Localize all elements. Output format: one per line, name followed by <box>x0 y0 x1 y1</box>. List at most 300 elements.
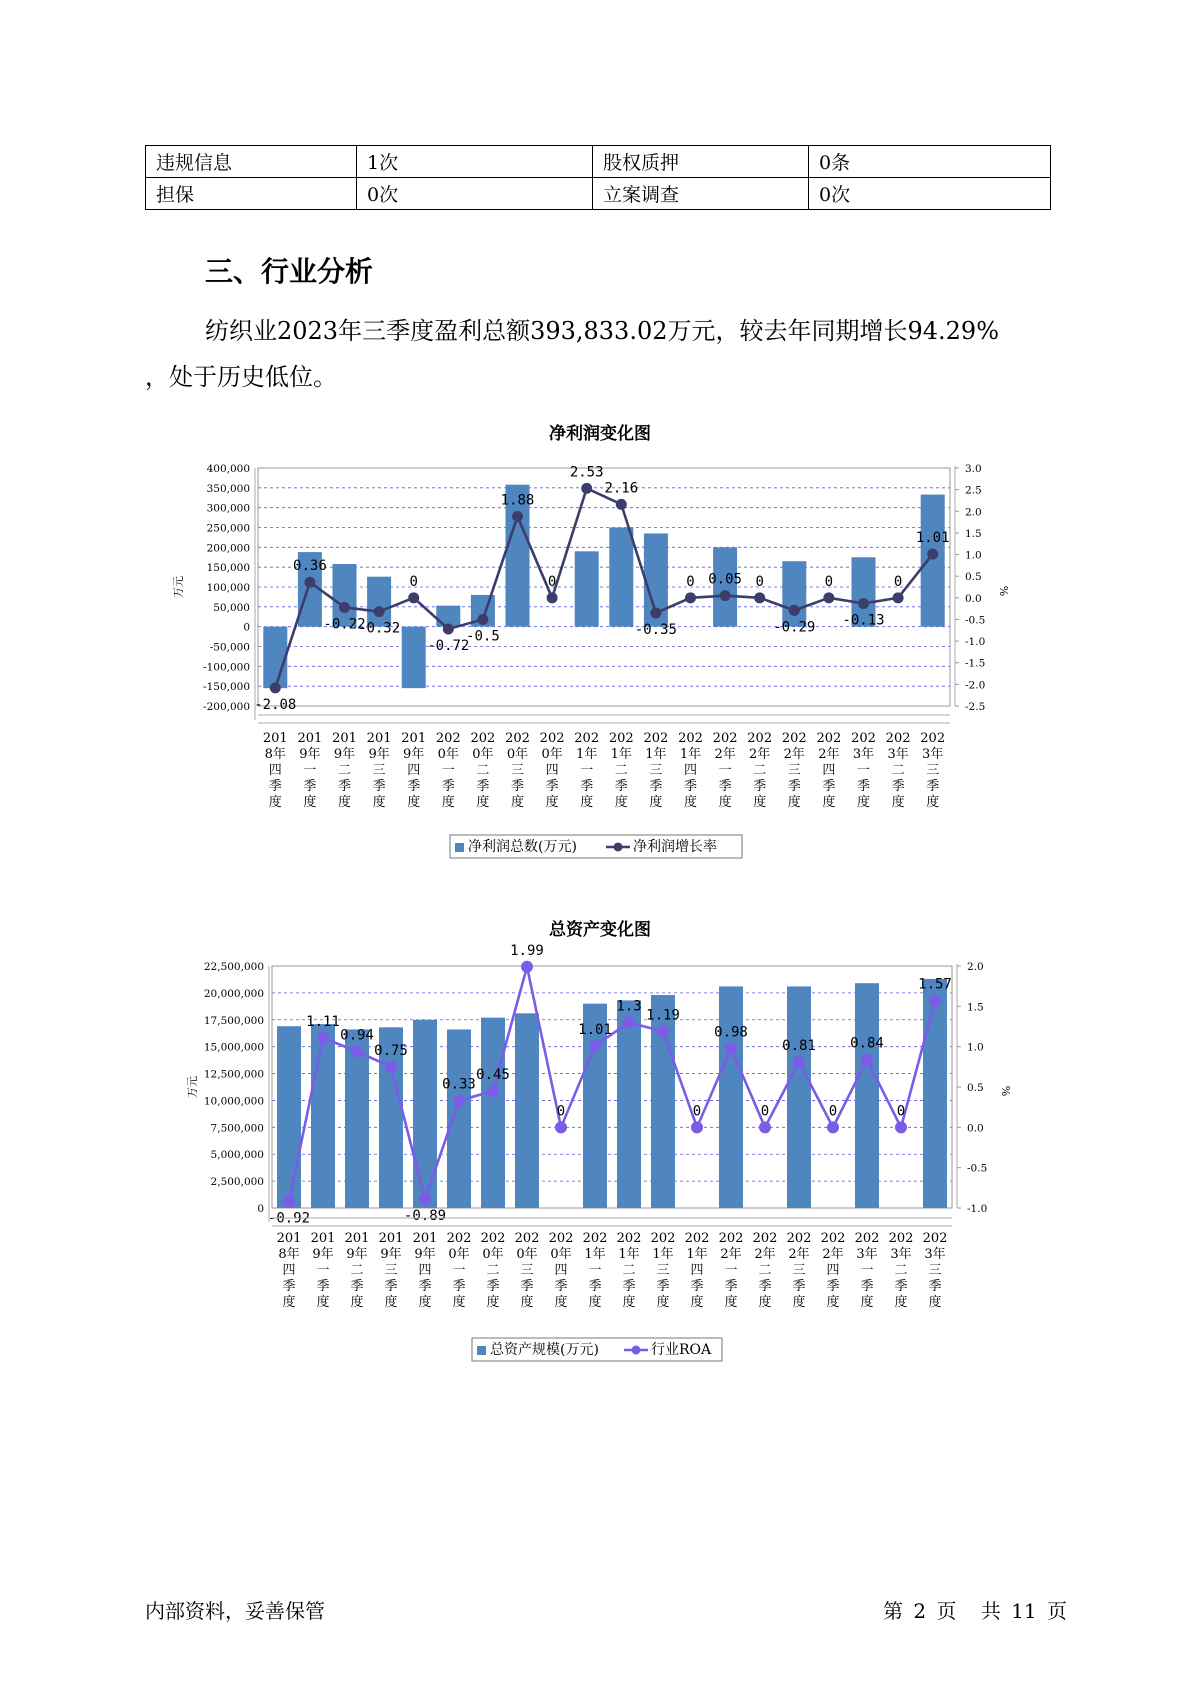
line-point <box>827 1121 839 1133</box>
legend-swatch <box>455 843 464 852</box>
x-tick-label: 季 <box>268 779 282 794</box>
x-tick-label: 202 <box>582 1231 608 1246</box>
y-tick-label: 150,000 <box>206 562 250 575</box>
table-row <box>146 178 1051 210</box>
x-tick-label: 0年 <box>550 1247 572 1262</box>
x-tick-label: 季 <box>510 779 525 794</box>
x-tick-label: 度 <box>282 1295 296 1310</box>
x-tick-label: 二 <box>758 1263 772 1278</box>
x-tick-label: 季 <box>545 779 559 794</box>
table-cell: 违规信息 <box>146 146 357 178</box>
line-point <box>512 511 523 522</box>
x-tick-label: 度 <box>856 795 871 810</box>
x-tick-label: 季 <box>316 1279 330 1294</box>
x-tick-label: 202 <box>470 731 496 746</box>
x-tick-label: 201 <box>378 1231 404 1246</box>
bar <box>787 986 811 1208</box>
line-point <box>270 682 281 693</box>
legend <box>450 835 742 858</box>
x-tick-label: 8年 <box>264 747 286 762</box>
x-tick-label: 202 <box>650 1231 676 1246</box>
bar <box>575 551 599 626</box>
line-point <box>759 1121 771 1133</box>
net-profit-chart-svg <box>0 420 1191 880</box>
x-tick-label: 2年 <box>754 1247 776 1262</box>
x-tick-label: 季 <box>614 779 628 794</box>
x-tick-label: 9年 <box>414 1247 436 1262</box>
x-tick-label: 一 <box>316 1263 330 1278</box>
x-tick-label: 3年 <box>924 1247 946 1262</box>
x-tick-label: 202 <box>752 1231 778 1246</box>
x-tick-label: 二 <box>337 763 352 778</box>
line-point <box>893 592 904 603</box>
x-tick-label: 0年 <box>506 747 529 762</box>
x-tick-label: 度 <box>407 795 421 810</box>
x-tick-label: 201 <box>344 1231 370 1246</box>
data-label: 0 <box>893 573 903 590</box>
data-label: 0.94 <box>340 1027 374 1044</box>
x-tick-label: 9年 <box>346 1247 368 1262</box>
y-tick-label: 200,000 <box>206 542 250 555</box>
data-label: 1.3 <box>616 998 642 1015</box>
x-tick-label: 9年 <box>380 1247 402 1262</box>
x-tick-label: 季 <box>554 1279 568 1294</box>
line-point <box>927 549 938 560</box>
paragraph-line-2: ，处于历史低位。 <box>145 363 337 391</box>
x-tick-label: 季 <box>337 779 352 794</box>
x-tick-label: 度 <box>303 795 317 810</box>
x-tick-label: 季 <box>758 1279 772 1294</box>
total-label: 共 <box>980 1599 1001 1623</box>
x-tick-label: 一 <box>860 1263 874 1278</box>
x-tick-label: 度 <box>588 1295 602 1310</box>
line-point <box>317 1032 329 1044</box>
bar <box>609 528 633 627</box>
y-tick-label: 350,000 <box>206 482 250 495</box>
data-label: 0.75 <box>374 1042 408 1059</box>
x-tick-label: 9年 <box>368 747 390 762</box>
data-label: 0.98 <box>714 1024 748 1041</box>
y-tick-label: 0 <box>243 621 250 634</box>
x-tick-label: 度 <box>891 795 905 810</box>
y-axis-label: 万元 <box>186 1076 199 1098</box>
table-cell: 担保 <box>146 178 357 210</box>
data-label: 0 <box>760 1103 770 1120</box>
x-tick-label: 度 <box>486 1295 500 1310</box>
x-tick-label: 201 <box>276 1231 302 1246</box>
y-tick-label: 20,000,000 <box>203 987 264 1000</box>
x-tick-label: 1年 <box>610 747 632 762</box>
x-tick-label: 季 <box>656 1279 670 1294</box>
footer-page-number <box>883 1595 1071 1624</box>
bar <box>515 1013 539 1208</box>
x-tick-label: 1年 <box>584 1247 606 1262</box>
line-point <box>589 1040 601 1052</box>
x-tick-label: 202 <box>435 731 461 746</box>
x-tick-label: 二 <box>622 1263 636 1278</box>
x-tick-label: 202 <box>718 1231 744 1246</box>
x-tick-label: 3年 <box>890 1247 912 1262</box>
bar <box>413 1020 437 1208</box>
x-tick-label: 度 <box>718 795 732 810</box>
x-tick-label: 9年 <box>333 747 356 762</box>
y-tick-label: 2,500,000 <box>210 1176 264 1189</box>
x-tick-label: 四 <box>826 1263 840 1278</box>
x-tick-label: 季 <box>476 779 490 794</box>
y2-tick-label: -2.5 <box>965 701 986 713</box>
y-tick-label: 250,000 <box>206 522 250 535</box>
x-tick-label: 202 <box>820 1231 846 1246</box>
x-tick-label: 度 <box>337 795 352 810</box>
x-tick-label: 季 <box>282 1279 296 1294</box>
x-tick-label: 0年 <box>541 747 563 762</box>
line-point <box>351 1046 363 1058</box>
x-tick-label: 二 <box>894 1263 908 1278</box>
line-point <box>283 1196 295 1208</box>
line-point <box>304 577 315 588</box>
x-tick-label: 季 <box>350 1279 364 1294</box>
line-point <box>929 995 941 1007</box>
total-assets-chart-svg <box>0 916 1191 1376</box>
chart-title: 净利润变化图 <box>549 424 651 444</box>
legend-swatch <box>477 1346 486 1355</box>
legend <box>472 1338 722 1361</box>
x-tick-label: 三 <box>926 763 940 778</box>
data-label: 0 <box>824 573 834 590</box>
x-tick-label: 季 <box>303 779 317 794</box>
bar <box>311 1024 335 1208</box>
x-tick-label: 201 <box>366 731 392 746</box>
x-tick-label: 1年 <box>652 1247 674 1262</box>
x-tick-label: 202 <box>480 1231 506 1246</box>
data-label: -0.32 <box>358 620 401 637</box>
table-cell: 0次 <box>357 178 593 210</box>
footer-confidential: 内部资料，妥善保管 <box>145 1599 325 1623</box>
x-tick-label: 三 <box>792 1263 806 1278</box>
x-tick-label: 202 <box>678 731 703 746</box>
x-tick-label: 202 <box>781 731 807 746</box>
x-tick-label: 1年 <box>576 747 598 762</box>
x-tick-label: 度 <box>580 795 594 810</box>
x-tick-label: 季 <box>928 1279 942 1294</box>
x-tick-label: 度 <box>683 795 698 810</box>
line-point <box>616 499 627 510</box>
bar <box>782 561 806 626</box>
x-tick-label: 度 <box>545 795 559 810</box>
data-label: 1.88 <box>500 492 535 509</box>
net-profit-chart <box>0 420 1191 880</box>
x-tick-label: 度 <box>928 1295 942 1310</box>
y2-axis-label: % <box>997 585 1010 597</box>
bar <box>402 627 426 688</box>
y2-tick-label: -2.0 <box>965 679 986 692</box>
x-tick-label: 度 <box>520 1295 534 1310</box>
bar <box>447 1029 471 1208</box>
data-label: -0.13 <box>842 612 885 629</box>
x-tick-label: 度 <box>622 1295 636 1310</box>
total-label: 页 <box>1046 1599 1067 1623</box>
x-tick-label: 202 <box>747 731 773 746</box>
x-tick-label: 季 <box>926 779 940 794</box>
data-label: -2.08 <box>254 696 297 713</box>
data-label: 0 <box>828 1103 838 1120</box>
line-point <box>754 592 765 603</box>
chart-title: 总资产变化图 <box>549 920 651 940</box>
x-tick-label: 3年 <box>852 747 875 762</box>
x-tick-label: 度 <box>792 1295 806 1310</box>
x-tick-label: 季 <box>683 779 698 794</box>
x-tick-label: 二 <box>891 763 905 778</box>
data-label: -0.29 <box>773 619 816 636</box>
total-num: 11 <box>1011 1599 1037 1623</box>
y-tick-label: 10,000,000 <box>203 1095 264 1108</box>
legend-label: 行业ROA <box>651 1342 712 1358</box>
y2-tick-label: 0.5 <box>967 1082 984 1094</box>
y-axis-label: 万元 <box>172 576 185 598</box>
x-tick-label: 季 <box>856 779 871 794</box>
x-tick-label: 季 <box>822 779 836 794</box>
y-tick-label: 400,000 <box>206 463 250 475</box>
x-tick-label: 三 <box>520 1263 534 1278</box>
x-tick-label: 度 <box>822 795 836 810</box>
table-cell: 立案调查 <box>593 178 809 210</box>
line-point <box>789 605 800 616</box>
line-point <box>443 623 454 634</box>
y-tick-label: 17,500,000 <box>203 1014 264 1027</box>
y2-tick-label: 1.5 <box>967 1001 984 1014</box>
line-point <box>521 961 533 973</box>
data-label: 0 <box>692 1103 702 1120</box>
info-table <box>145 145 1051 210</box>
x-tick-label: 度 <box>787 795 801 810</box>
x-tick-label: 一 <box>588 1263 602 1278</box>
x-tick-label: 季 <box>520 1279 534 1294</box>
line-point <box>623 1016 635 1028</box>
data-label: 0.84 <box>850 1035 884 1052</box>
y2-tick-label: -1.0 <box>965 636 986 649</box>
data-label: -0.92 <box>267 1210 311 1227</box>
x-tick-label: 季 <box>418 1279 432 1294</box>
line-point <box>725 1042 737 1054</box>
bar <box>617 1000 641 1208</box>
analysis-paragraph <box>145 308 1075 400</box>
line-point <box>650 607 661 618</box>
y2-tick-label: 3.0 <box>965 463 982 475</box>
x-tick-label: 2年 <box>720 1247 742 1262</box>
y2-tick-label: 1.0 <box>965 549 982 562</box>
x-tick-label: 202 <box>643 731 669 746</box>
x-tick-label: 季 <box>787 779 801 794</box>
x-tick-label: 度 <box>690 1295 704 1310</box>
data-label: -0.89 <box>403 1208 447 1225</box>
line-point <box>895 1121 907 1133</box>
x-tick-label: 9年 <box>312 1247 334 1262</box>
data-label: -0.5 <box>466 628 500 645</box>
line-point <box>685 592 696 603</box>
y-tick-label: -50,000 <box>209 641 250 654</box>
x-tick-label: 季 <box>826 1279 840 1294</box>
x-tick-label: 二 <box>476 763 490 778</box>
x-tick-label: 度 <box>452 1295 466 1310</box>
line-point <box>339 602 350 613</box>
page-num: 2 <box>913 1599 927 1623</box>
x-tick-label: 四 <box>418 1263 432 1278</box>
x-tick-label: 度 <box>860 1295 874 1310</box>
x-tick-label: 季 <box>441 779 455 794</box>
legend-marker <box>632 1346 641 1355</box>
x-tick-label: 202 <box>816 731 842 746</box>
x-tick-label: 二 <box>486 1263 500 1278</box>
bar <box>367 577 391 627</box>
x-tick-label: 9年 <box>403 747 425 762</box>
x-tick-label: 202 <box>684 1231 710 1246</box>
legend-label: 总资产规模(万元) <box>490 1342 599 1358</box>
line-point <box>581 483 592 494</box>
x-tick-label: 四 <box>822 763 836 778</box>
data-label: 2.53 <box>569 464 604 481</box>
line-point <box>861 1054 873 1066</box>
bar <box>923 979 947 1208</box>
x-tick-label: 201 <box>401 731 427 746</box>
legend-label: 净利润增长率 <box>633 839 717 855</box>
x-tick-label: 二 <box>350 1263 364 1278</box>
paragraph-line-1: 纺织业2023年三季度盈利总额393,833.02万元，较去年同期增长94.29% <box>205 317 1000 345</box>
x-tick-label: 三 <box>372 763 386 778</box>
x-tick-label: 1年 <box>679 747 702 762</box>
bar <box>277 1026 301 1208</box>
x-tick-label: 202 <box>505 731 530 746</box>
y2-tick-label: 0.5 <box>965 571 982 584</box>
x-tick-label: 9年 <box>299 747 321 762</box>
line-point <box>487 1085 499 1097</box>
x-tick-label: 0年 <box>448 1247 470 1262</box>
x-tick-label: 四 <box>545 763 559 778</box>
page-label: 页 <box>936 1599 957 1623</box>
data-label: 0 <box>896 1103 906 1120</box>
x-tick-label: 季 <box>718 779 732 794</box>
y2-tick-label: 2.0 <box>965 506 982 519</box>
x-tick-label: 201 <box>262 731 288 746</box>
line-point <box>555 1121 567 1133</box>
x-tick-label: 一 <box>580 763 594 778</box>
x-tick-label: 2年 <box>749 747 771 762</box>
line-point <box>720 590 731 601</box>
x-tick-label: 2年 <box>783 747 805 762</box>
data-label: -0.72 <box>427 637 470 654</box>
x-tick-label: 三 <box>510 763 525 778</box>
x-tick-label: 0年 <box>516 1247 538 1262</box>
y-tick-label: 100,000 <box>206 582 250 594</box>
x-tick-label: 202 <box>854 1231 880 1246</box>
y2-tick-label: 1.0 <box>967 1041 984 1054</box>
bar <box>719 986 743 1208</box>
line-point <box>547 592 558 603</box>
x-tick-label: 202 <box>786 1231 812 1246</box>
line-point <box>858 598 869 609</box>
y2-tick-label: -1.0 <box>967 1203 988 1215</box>
page-label: 第 <box>883 1599 903 1623</box>
data-label: 1.99 <box>510 942 544 959</box>
x-tick-label: 度 <box>758 1295 772 1310</box>
x-tick-label: 一 <box>441 763 455 778</box>
x-tick-label: 一 <box>724 1263 738 1278</box>
bar <box>481 1018 505 1208</box>
x-tick-label: 三 <box>787 763 801 778</box>
x-tick-label: 度 <box>656 1295 670 1310</box>
y2-axis-label: % <box>999 1085 1012 1097</box>
table-row <box>146 146 1051 178</box>
y-tick-label: -150,000 <box>203 681 250 694</box>
x-tick-label: 季 <box>588 1279 602 1294</box>
x-tick-label: 0年 <box>472 747 494 762</box>
line-point <box>453 1095 465 1107</box>
x-tick-label: 202 <box>922 1231 948 1246</box>
line-point <box>691 1121 703 1133</box>
x-tick-label: 三 <box>928 1263 942 1278</box>
x-tick-label: 一 <box>856 763 871 778</box>
x-tick-label: 201 <box>332 731 357 746</box>
x-tick-label: 度 <box>724 1295 738 1310</box>
data-label: 1.19 <box>646 1007 680 1024</box>
x-tick-label: 8年 <box>278 1247 300 1262</box>
y-tick-label: 300,000 <box>206 502 250 515</box>
y-tick-label: 15,000,000 <box>203 1041 264 1054</box>
x-tick-label: 202 <box>616 1231 642 1246</box>
table-cell: 股权质押 <box>593 146 809 178</box>
x-tick-label: 季 <box>894 1279 908 1294</box>
x-tick-label: 202 <box>514 1231 540 1246</box>
x-tick-label: 一 <box>718 763 732 778</box>
x-tick-label: 二 <box>614 763 628 778</box>
x-tick-label: 2年 <box>714 747 736 762</box>
x-tick-label: 2年 <box>818 747 840 762</box>
x-tick-label: 四 <box>690 1263 704 1278</box>
data-label: 0 <box>547 573 557 590</box>
x-tick-label: 0年 <box>482 1247 504 1262</box>
x-tick-label: 202 <box>446 1231 472 1246</box>
x-tick-label: 度 <box>441 795 455 810</box>
x-tick-label: 季 <box>580 779 594 794</box>
bar <box>855 983 879 1208</box>
y2-tick-label: 2.5 <box>965 484 982 497</box>
x-tick-label: 202 <box>548 1231 574 1246</box>
x-tick-label: 季 <box>753 779 767 794</box>
y2-tick-label: -0.5 <box>965 614 986 627</box>
x-tick-label: 季 <box>649 779 663 794</box>
x-tick-label: 3年 <box>887 747 909 762</box>
x-tick-label: 一 <box>452 1263 466 1278</box>
line-point <box>477 614 488 625</box>
x-tick-label: 3年 <box>922 747 944 762</box>
x-tick-label: 一 <box>303 763 317 778</box>
x-tick-label: 度 <box>316 1295 330 1310</box>
table-cell: 0次 <box>809 178 1051 210</box>
total-assets-chart <box>0 916 1191 1376</box>
x-tick-label: 度 <box>384 1295 398 1310</box>
x-tick-label: 四 <box>268 763 282 778</box>
x-tick-label: 201 <box>310 1231 336 1246</box>
y-tick-label: 50,000 <box>213 601 250 614</box>
data-label: 0.05 <box>708 571 742 588</box>
x-tick-label: 三 <box>649 763 663 778</box>
x-tick-label: 2年 <box>822 1247 844 1262</box>
line-point <box>385 1061 397 1073</box>
y-tick-label: 22,500,000 <box>203 961 264 973</box>
x-tick-label: 度 <box>554 1295 568 1310</box>
table-cell: 0条 <box>809 146 1051 178</box>
x-tick-label: 202 <box>888 1231 914 1246</box>
x-tick-label: 度 <box>926 795 940 810</box>
